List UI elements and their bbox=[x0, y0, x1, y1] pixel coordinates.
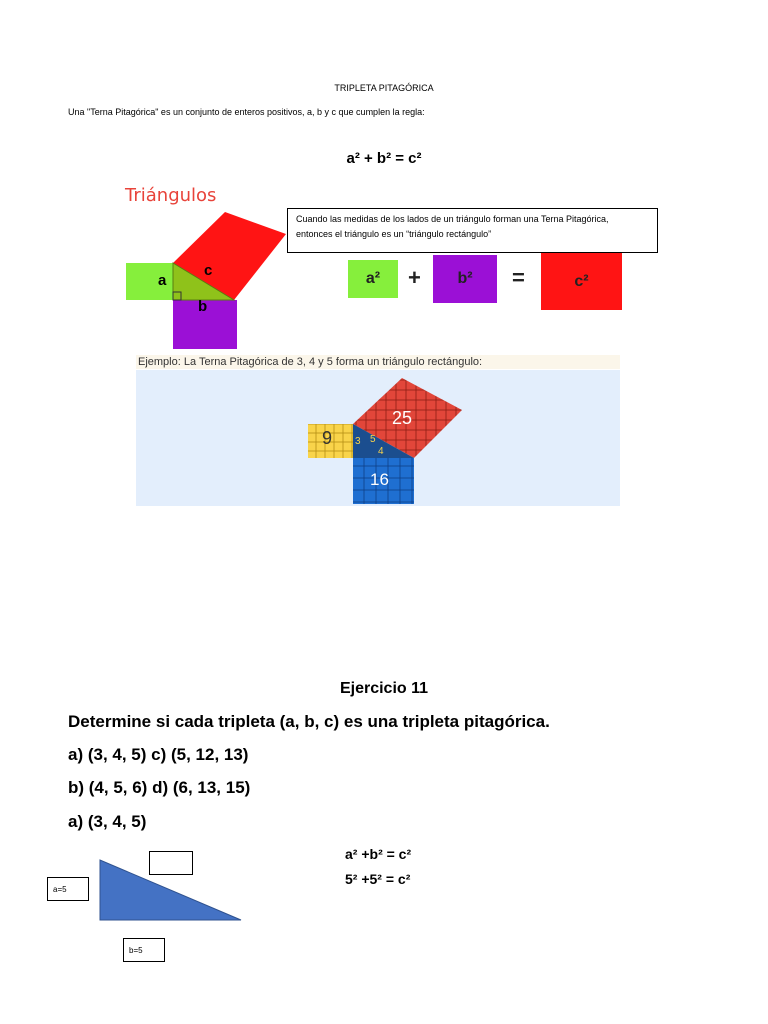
box-b-squared: b² bbox=[433, 255, 497, 303]
note-box bbox=[287, 208, 658, 253]
side-5: 5 bbox=[370, 434, 376, 445]
side-3: 3 bbox=[355, 436, 361, 447]
equals-sign: = bbox=[512, 265, 525, 290]
side-c-box bbox=[149, 851, 193, 875]
triangulos-figure bbox=[120, 182, 290, 352]
label-a: a bbox=[158, 272, 167, 289]
label-9: 9 bbox=[322, 428, 333, 448]
label-16: 16 bbox=[370, 470, 389, 489]
equation-substituted: 5² +5² = c² bbox=[345, 871, 411, 887]
side-4: 4 bbox=[378, 446, 384, 457]
side-b-box: b=5 bbox=[123, 938, 165, 962]
exercise-instruction: Determine si cada tripleta (a, b, c) es una tripleta pitagórica. bbox=[68, 712, 550, 731]
pythagorean-formula: a² + b² = c² bbox=[346, 150, 422, 167]
exercise-title: Ejercicio 11 bbox=[339, 680, 429, 697]
label-b: b bbox=[198, 298, 208, 315]
example-caption: Ejemplo: La Terna Pitagórica de 3, 4 y 5 forma un triángulo rectángulo: bbox=[136, 355, 620, 369]
equation-general: a² +b² = c² bbox=[345, 846, 412, 862]
example-panel bbox=[136, 370, 620, 506]
exercise-line-bd: b) (4, 5, 6) d) (6, 13, 15) bbox=[68, 778, 251, 797]
note-line-2: entonces el triángulo es un “triángulo rectángulo” bbox=[296, 229, 492, 239]
box-a-squared: a² bbox=[348, 260, 398, 298]
exercise-line-ac: a) (3, 4, 5) c) (5, 12, 13) bbox=[68, 745, 249, 764]
document-title: TRIPLETA PITAGÓRICA bbox=[334, 83, 434, 93]
exercise-line-a: a) (3, 4, 5) bbox=[68, 812, 147, 831]
side-a-box: a=5 bbox=[47, 877, 89, 901]
note-line-1: Cuando las medidas de los lados de un triángulo forman una Terna Pitagórica, bbox=[296, 214, 609, 224]
label-c: c bbox=[204, 262, 213, 279]
plus-sign: + bbox=[408, 265, 421, 290]
triangulos-heading: Triángulos bbox=[125, 185, 217, 206]
label-25: 25 bbox=[392, 408, 413, 428]
intro-text: Una "Terna Pitagórica" es un conjunto de enteros positivos, a, b y c que cumplen la regla: bbox=[68, 107, 425, 117]
box-c-squared: c² bbox=[541, 253, 622, 310]
